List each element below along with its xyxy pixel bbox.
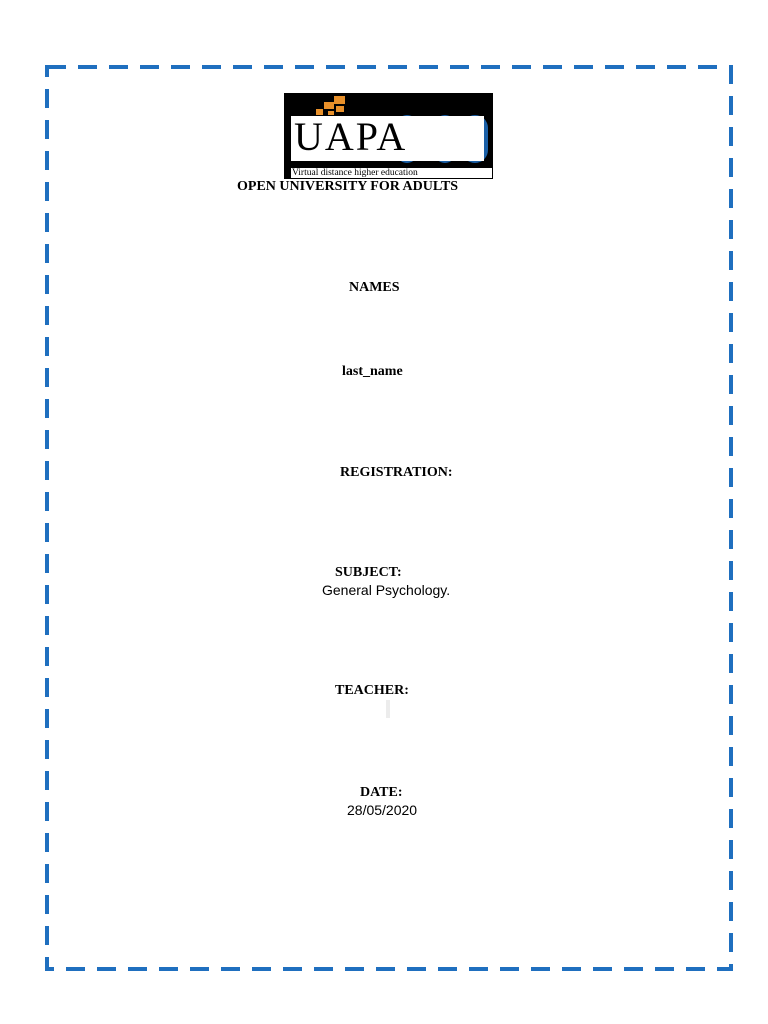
institution-name: OPEN UNIVERSITY FOR ADULTS (237, 179, 459, 194)
registration-label: REGISTRATION: (340, 465, 453, 480)
uapa-logo (284, 93, 493, 179)
teacher-label: TEACHER: (335, 683, 409, 698)
date-label: DATE: (360, 785, 403, 800)
names-label: NAMES (349, 280, 400, 295)
logo-tagline: Virtual distance higher education (291, 168, 492, 178)
subject-value: General Psychology. (322, 582, 451, 598)
names-value: last_name (342, 364, 403, 379)
date-value: 28/05/2020 (347, 802, 418, 818)
subject-label: SUBJECT: (335, 565, 402, 580)
teacher-value-placeholder (386, 700, 390, 718)
logo-wordmark: UAPA (294, 114, 408, 159)
